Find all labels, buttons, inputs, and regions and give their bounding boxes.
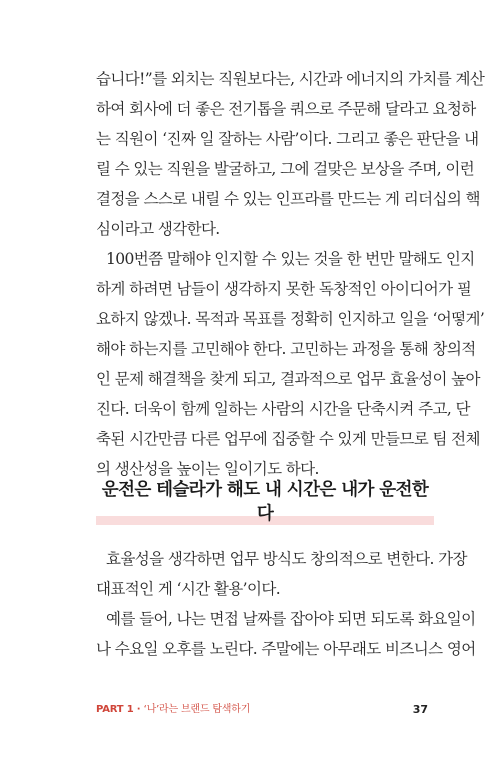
text-line: 나 수요일 오후를 노린다. 주말에는 아무래도 비즈니스 영어 — [96, 640, 476, 658]
text-line: 하여 회사에 더 좋은 전기톱을 쿼으로 주문해 달라고 요청하 — [96, 100, 476, 118]
section-heading — [96, 478, 434, 526]
text-line: 요하지 않겠나. 목적과 목표를 정확히 인지하고 일을 ‘어떻게’ — [96, 310, 485, 328]
footer-separator: · — [133, 704, 144, 715]
text-line: 예를 들어, 나는 면접 날짜를 잡아야 되면 되도록 화요일이 — [106, 610, 476, 628]
text-line: 진다. 더욱이 함께 일하는 사람의 시간을 단축시켜 주고, 단 — [96, 400, 470, 418]
body-text-bottom — [96, 544, 476, 664]
page-footer — [96, 700, 434, 720]
part-label: PART 1 — [96, 704, 134, 715]
text-line: 인 문제 해결책을 찾게 되고, 결과적으로 업무 효율성이 높아 — [96, 370, 480, 388]
text-line: 100번쯤 말해야 인지할 수 있는 것을 한 번만 말해도 인지 — [106, 250, 475, 268]
running-footer — [96, 700, 250, 720]
text-line: 축된 시간만큼 다른 업무에 집중할 수 있게 만들므로 팀 전체 — [96, 430, 480, 448]
text-line: 효율성을 생각하면 업무 방식도 창의적으로 변한다. 가장 — [106, 550, 467, 568]
section-heading-text — [96, 478, 434, 526]
section-heading-label: 운전은 테슬라가 해도 내 시간은 내가 운전한다 — [101, 480, 429, 524]
body-text-top — [96, 64, 485, 484]
text-line: 의 생산성을 높이는 일이기도 하다. — [96, 460, 319, 478]
text-line: 대표적인 게 ‘시간 활용’이다. — [96, 580, 281, 598]
part-title: ‘나’라는 브랜드 탐색하기 — [143, 704, 251, 715]
text-line: 는 직원이 ‘진짜 일 잘하는 사람’이다. 그리고 좋은 판단을 내 — [96, 130, 479, 148]
text-line: 습니다!”를 외치는 직원보다는, 시간과 에너지의 가치를 계산 — [96, 70, 485, 88]
text-line: 릴 수 있는 직원을 발굴하고, 그에 걸맞은 보상을 주며, 이런 — [96, 160, 475, 178]
text-line: 해야 하는지를 고민해야 한다. 고민하는 과정을 통해 창의적 — [96, 340, 476, 358]
text-line: 하게 하려면 남들이 생각하지 못한 독창적인 아이디어가 필 — [96, 280, 472, 298]
page-number: 37 — [412, 703, 428, 716]
text-line: 결정을 스스로 내릴 수 있는 인프라를 만드는 게 리더십의 핵 — [96, 190, 480, 208]
text-line: 심이라고 생각한다. — [96, 220, 220, 238]
